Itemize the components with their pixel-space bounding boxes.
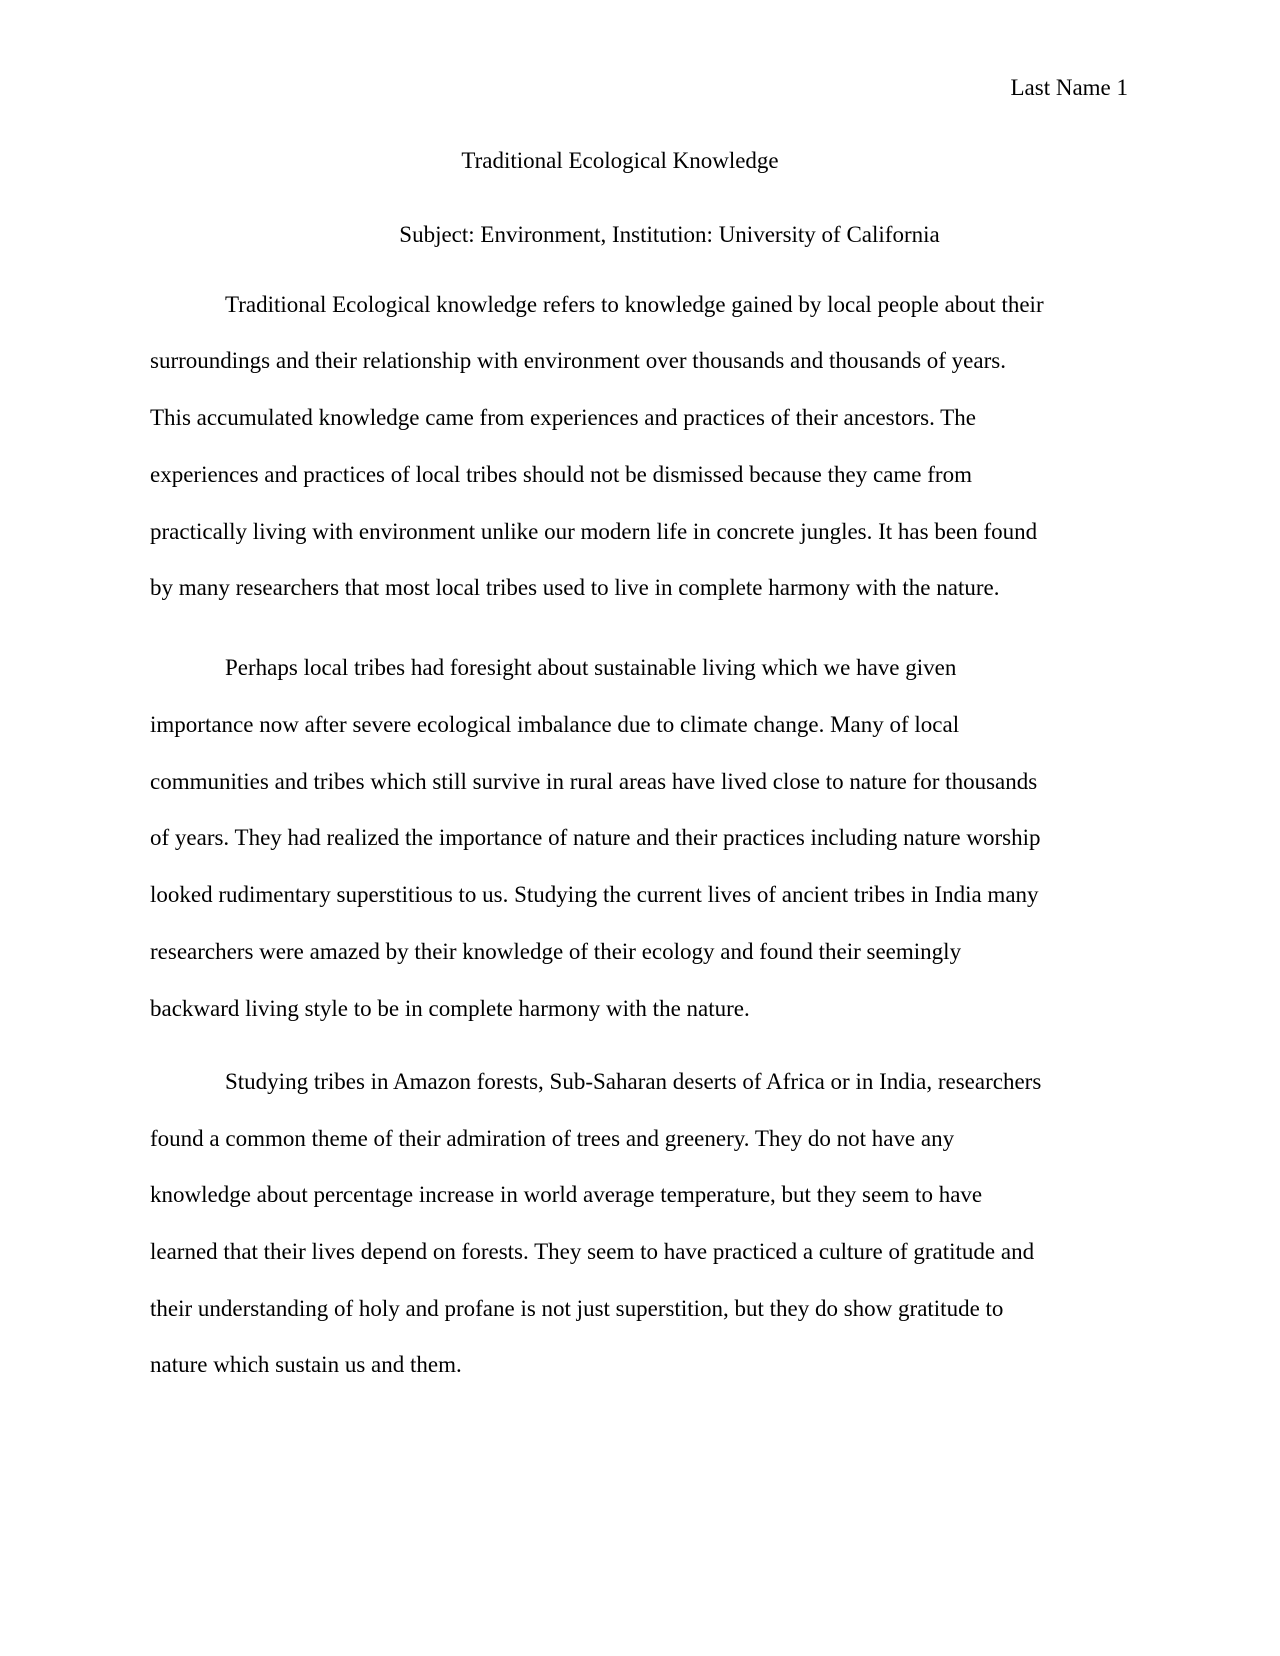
paragraph-line: learned that their lives depend on forests. They seem to have practiced a culture of gratitude and — [150, 1239, 1035, 1264]
paragraph-line: Perhaps local tribes had foresight about sustainable living which we have given — [225, 655, 957, 680]
running-head: Last Name 1 — [1010, 75, 1128, 100]
paragraph-line: practically living with environment unlike our modern life in concrete jungles. It has been found — [150, 519, 1038, 544]
paragraph-line: nature which sustain us and them. — [150, 1352, 462, 1377]
paragraph-line: of years. They had realized the importance of nature and their practices including nature worship — [150, 825, 1041, 850]
paragraph-line: Studying tribes in Amazon forests, Sub-Saharan deserts of Africa or in India, researchers — [225, 1069, 1042, 1094]
document-title: Traditional Ecological Knowledge — [461, 148, 779, 173]
paragraph-line: surroundings and their relationship with environment over thousands and thousands of years. — [150, 348, 1006, 373]
paragraph-line: by many researchers that most local tribes used to live in complete harmony with the nature. — [150, 575, 1000, 600]
paragraph-line: found a common theme of their admiration of trees and greenery. They do not have any — [150, 1126, 955, 1151]
paragraph-line: their understanding of holy and profane is not just superstition, but they do show gratitude to — [150, 1296, 1004, 1321]
paragraph-line: communities and tribes which still survive in rural areas have lived close to nature for thousands — [150, 769, 1038, 794]
paragraph-line: knowledge about percentage increase in world average temperature, but they seem to have — [150, 1182, 983, 1207]
document-subtitle: Subject: Environment, Institution: University of California — [399, 222, 940, 247]
paragraph-line: importance now after severe ecological imbalance due to climate change. Many of local — [150, 712, 960, 737]
paragraph-line: backward living style to be in complete harmony with the nature. — [150, 996, 750, 1021]
paragraph-line: This accumulated knowledge came from experiences and practices of their ancestors. The — [150, 405, 976, 430]
paragraph-line: Traditional Ecological knowledge refers to knowledge gained by local people about their — [225, 292, 1044, 317]
paragraph-line: researchers were amazed by their knowledge of their ecology and found their seemingly — [150, 939, 962, 964]
paragraph-line: experiences and practices of local tribes should not be dismissed because they came from — [150, 462, 972, 487]
paragraph-line: looked rudimentary superstitious to us. Studying the current lives of ancient tribes in India many — [150, 882, 1039, 907]
